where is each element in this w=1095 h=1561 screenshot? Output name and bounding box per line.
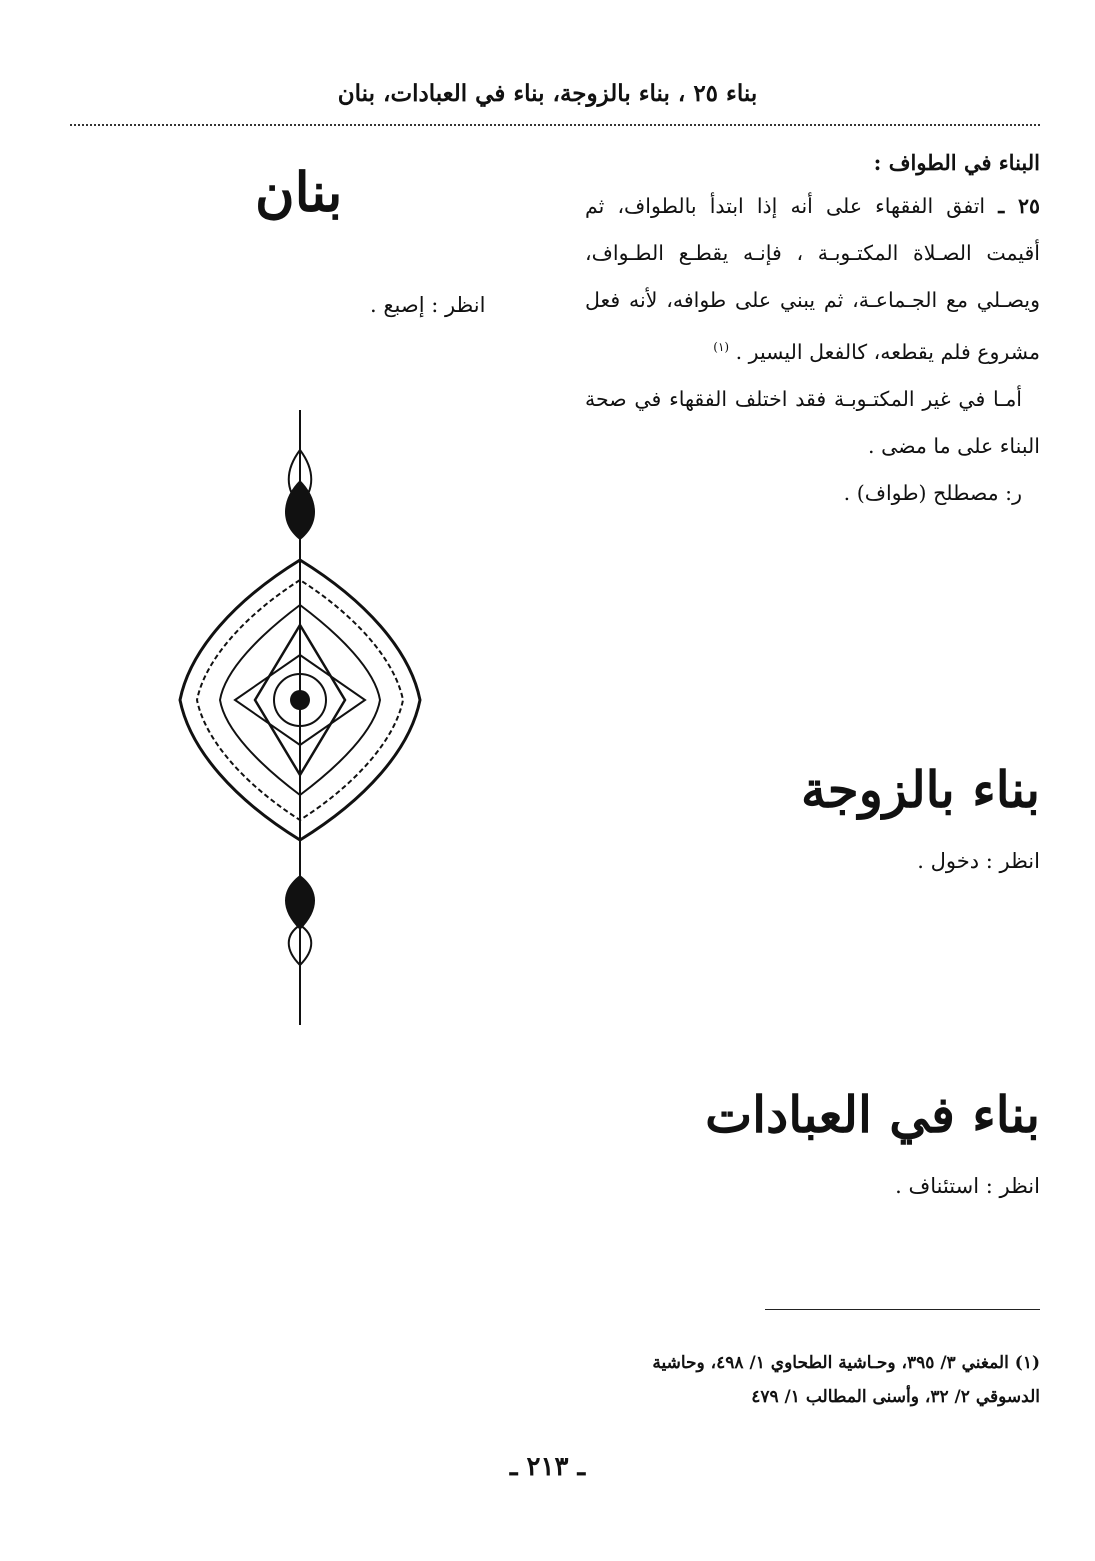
entry-ibadat — [705, 1085, 1040, 1198]
paragraph-non-obligatory: أمـا في غير المكتـوبـة فقد اختلف الفقهاء في صحة البناء على ما مضى . — [585, 386, 1040, 458]
entry-title-ibadat: بناء في العبادات — [705, 1085, 1040, 1144]
footnote-ref: (١) — [713, 340, 730, 354]
entry-title-zawja: بناء بالزوجة — [801, 760, 1040, 819]
footnote — [560, 1346, 1040, 1414]
footnote-line-1: (١) المغني ٣/ ٣٩٥، وحـاشية الطحاوي ١/ ٤٩٨، وحاشية — [652, 1353, 1040, 1373]
entry-title-banan: بنان — [255, 160, 343, 224]
page-number: ـ ٢١٣ ـ — [509, 1452, 586, 1482]
cross-reference: ر: مصطلح (طواف) . — [843, 480, 1022, 505]
footnote-line-2: الدسوقي ٢/ ٣٢، وأسنى المطالب ١/ ٤٧٩ — [751, 1387, 1040, 1407]
paragraph-text: اتفق الفقهاء على أنه إذا ابتدأ بالطواف، ثم أقيمت الصـلاة المكتـوبـة ، فإنـه يقطـع الطـواف، ويصـلي مع الجـماعـة، ثم يبني على طوافه، لأنه فعل مشروع فلم يقطعه، كالفعل اليسير . — [585, 194, 1040, 364]
header-divider — [70, 124, 1040, 126]
entry-see-banan: انظر : إصبع . — [370, 293, 486, 317]
section-title: البناء في الطواف : — [873, 150, 1040, 175]
entry-zawja — [801, 760, 1040, 873]
arabesque-ornament-icon — [175, 410, 425, 1025]
footnote-rule — [765, 1309, 1040, 1310]
entry-see-ibadat: انظر : استئناف . — [895, 1174, 1040, 1198]
entry-see-zawja: انظر : دخول . — [917, 849, 1040, 873]
running-header: بناء ٢٥ ، بناء بالزوجة، بناء في العبادات، بنان — [337, 80, 758, 107]
paragraph-number: ٢٥ ـ — [998, 194, 1040, 218]
paragraph-25 — [585, 183, 1040, 376]
section-tawaf — [585, 150, 1040, 517]
